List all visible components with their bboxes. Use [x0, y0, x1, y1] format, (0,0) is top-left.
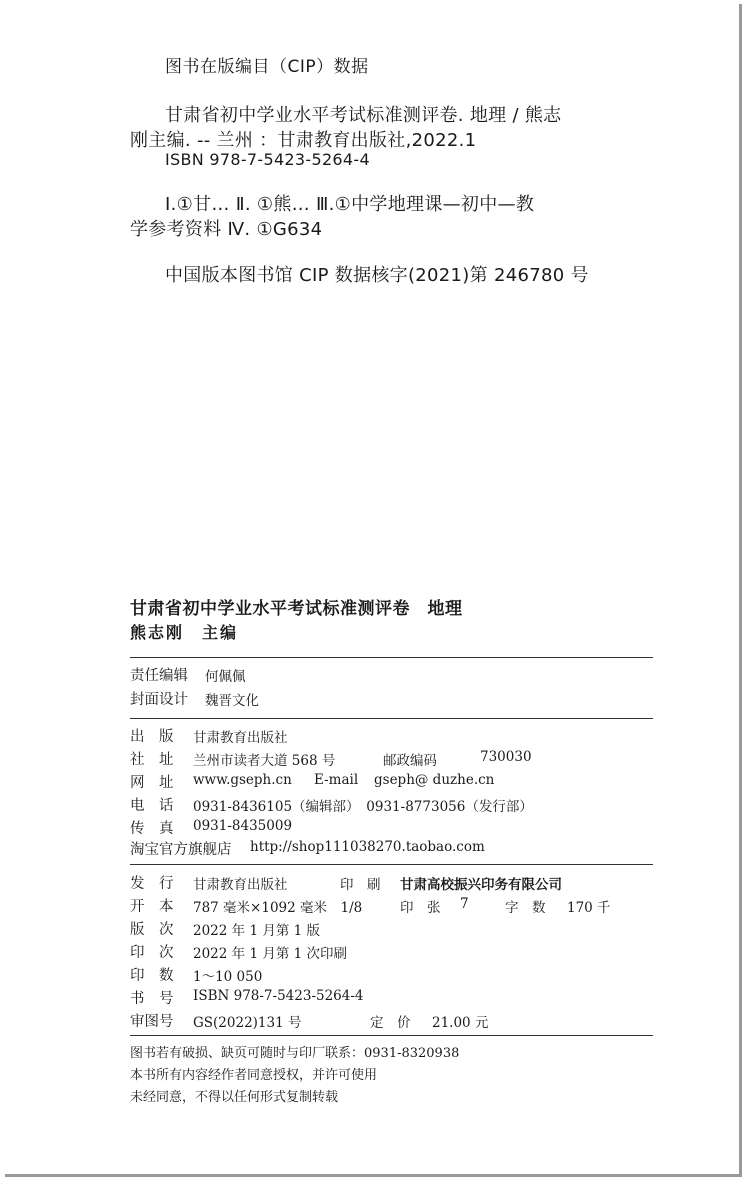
- cip-classification-1: Ⅰ.①甘… Ⅱ. ①熊… Ⅲ.①中学地理课—初中—教: [165, 194, 535, 215]
- divider: [130, 718, 653, 719]
- postcode-label: 邮政编码: [383, 753, 437, 769]
- sheets-value: 7: [460, 896, 469, 912]
- isbn-value: ISBN 978-7-5423-5264-4: [193, 988, 364, 1004]
- shop-url[interactable]: http://shop111038270.taobao.com: [250, 839, 485, 855]
- staff-label-editor: 责任编辑: [130, 668, 188, 684]
- notice-line: 图书若有破损、缺页可随时与印厂联系：0931-8320938: [130, 1046, 460, 1061]
- phone-value: 0931-8436105（编辑部） 0931-8773056（发行部）: [193, 799, 533, 815]
- sheets-label: 印 张: [400, 900, 441, 916]
- impression-value: 2022 年 1 月第 1 次印刷: [193, 946, 347, 962]
- cip-title: 图书在版编目（CIP）数据: [165, 57, 369, 77]
- run-label: 印 数: [130, 968, 174, 984]
- page-frame: [5, 4, 742, 1177]
- staff-value-editor: 何佩佩: [205, 669, 246, 685]
- format-value: 787 毫米×1092 毫米 1/8: [193, 900, 363, 916]
- divider: [130, 1035, 653, 1036]
- price-label: 定 价: [370, 1015, 411, 1031]
- cip-classification-2: 学参考资料 Ⅳ. ①G634: [130, 219, 323, 240]
- address-value: 兰州市读者大道 568 号: [193, 753, 336, 769]
- format-label: 开 本: [130, 899, 174, 915]
- staff-value-cover: 魏晋文化: [205, 693, 259, 709]
- map-approval-label: 审图号: [130, 1014, 174, 1030]
- staff-label-cover: 封面设计: [130, 692, 188, 708]
- distribute-value: 甘肃教育出版社: [193, 877, 288, 893]
- fax-value: 0931-8435009: [193, 818, 293, 834]
- email-value[interactable]: gseph@ duzhe.cn: [374, 772, 495, 788]
- distribute-label: 发 行: [130, 876, 174, 892]
- publish-label: 出 版: [130, 729, 174, 745]
- shop-label: 淘宝官方旗舰店: [130, 842, 232, 858]
- phone-label: 电 话: [130, 798, 174, 814]
- notice-line: 未经同意，不得以任何形式复制转载: [130, 1090, 339, 1105]
- postcode-value: 730030: [480, 749, 532, 765]
- map-approval-value: GS(2022)131 号: [193, 1015, 302, 1031]
- cip-data-number: 中国版本图书馆 CIP 数据核字(2021)第 246780 号: [165, 265, 589, 286]
- publish-value: 甘肃教育出版社: [193, 730, 288, 746]
- fax-label: 传 真: [130, 821, 174, 837]
- cip-line-2: 刚主编. -- 兰州 ：甘肃教育出版社,2022.1: [130, 130, 477, 151]
- words-value: 170 千: [567, 900, 611, 916]
- notice-line: 本书所有内容经作者同意授权，并许可使用: [130, 1068, 378, 1083]
- book-title: 甘肃省初中学业水平考试标准测评卷 地理: [130, 599, 463, 619]
- cip-line-1: 甘肃省初中学业水平考试标准测评卷. 地理 / 熊志: [165, 105, 562, 126]
- printer-value: 甘肃高校振兴印务有限公司: [400, 877, 562, 893]
- divider: [130, 657, 653, 658]
- isbn-label: 书 号: [130, 991, 174, 1007]
- impression-label: 印 次: [130, 945, 174, 961]
- edition-label: 版 次: [130, 922, 174, 938]
- divider: [130, 864, 653, 865]
- printer-label: 印 刷: [340, 877, 381, 893]
- cip-isbn: ISBN 978-7-5423-5264-4: [165, 150, 370, 169]
- email-label: E-mail: [314, 772, 359, 788]
- book-editor: 熊志刚 主编: [130, 623, 239, 642]
- price-value: 21.00 元: [432, 1015, 489, 1031]
- edition-value: 2022 年 1 月第 1 版: [193, 923, 320, 939]
- words-label: 字 数: [505, 900, 546, 916]
- website-label: 网 址: [130, 775, 174, 791]
- run-value: 1～10 050: [193, 969, 263, 985]
- website-value[interactable]: www.gseph.cn: [193, 772, 292, 788]
- address-label: 社 址: [130, 752, 174, 768]
